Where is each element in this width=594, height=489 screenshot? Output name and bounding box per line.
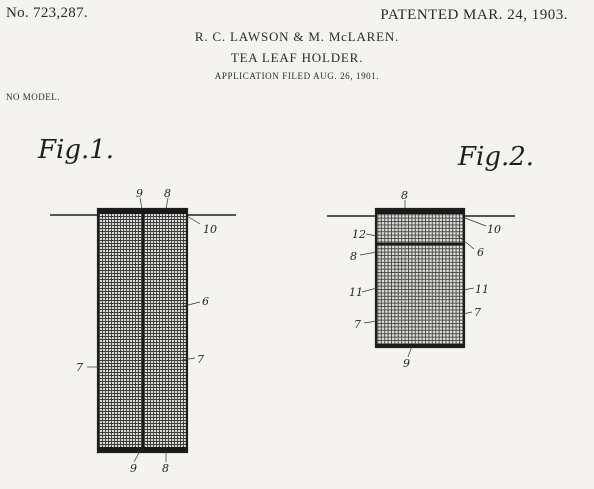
- figure-2: [327, 142, 534, 370]
- fig1-ref-8-bottom: 8: [162, 462, 169, 475]
- patent-number: No. 723,287.: [6, 5, 88, 21]
- patent-date: PATENTED MAR. 24, 1903.: [380, 7, 568, 23]
- fig1-ref-8-top: 8: [164, 187, 171, 200]
- fig2-ref-11-left: 11: [349, 286, 363, 299]
- application-filed: APPLICATION FILED AUG. 26, 1901.: [214, 71, 380, 81]
- fig2-ref-7-left: 7: [354, 318, 361, 331]
- invention-title: TEA LEAF HOLDER.: [230, 50, 364, 65]
- fig2-label: Fig.2.: [458, 142, 535, 172]
- fig2-mesh-bag: [376, 209, 464, 347]
- fig1-ref-6: 6: [202, 295, 209, 308]
- figure-1: [37, 135, 236, 475]
- fig2-ref-6: 6: [477, 246, 484, 259]
- fig2-ref-12: 12: [352, 228, 366, 241]
- fig2-ref-8-top: 8: [401, 189, 408, 202]
- fig1-ref-9-bottom: 9: [130, 462, 137, 475]
- fig2-ref-7-right: 7: [474, 306, 481, 319]
- fig1-ref-7-right: 7: [197, 353, 204, 366]
- fig1-ref-9-top: 9: [136, 187, 143, 200]
- inventors: R. C. LAWSON & M. McLAREN.: [194, 29, 400, 44]
- fig1-label: Fig.1.: [38, 135, 115, 165]
- fig2-ref-10: 10: [487, 223, 501, 236]
- model-note: NO MODEL.: [6, 92, 60, 102]
- fig2-ref-11-right: 11: [475, 283, 489, 296]
- fig1-ref-10: 10: [203, 223, 217, 236]
- fig2-ref-9-bottom: 9: [403, 357, 410, 370]
- fig1-ref-7-left: 7: [76, 361, 83, 374]
- fig2-ref-8-left: 8: [350, 250, 357, 263]
